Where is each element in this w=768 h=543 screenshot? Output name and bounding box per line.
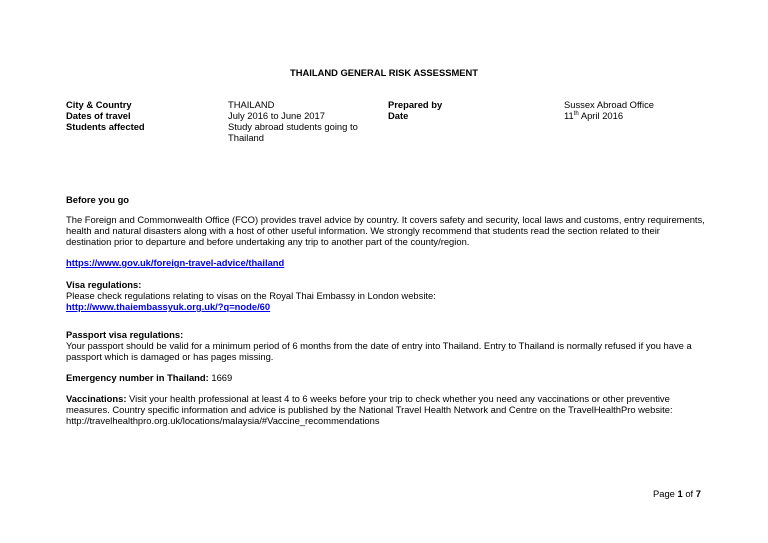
vaccinations-text: Visit your health professional at least 4 to 6 weeks before your trip to check whether you need any vaccinations or other preventive measures. Country specific information and advice is published by the National Travel Health Network and Centre on the TravelHealthPro website: (66, 393, 673, 415)
emergency-number: 1669 (208, 372, 233, 383)
label-city-country: City & Country (66, 99, 132, 110)
vaccinations-section (66, 393, 706, 426)
info-labels-right (388, 99, 538, 121)
label-date: Date (388, 110, 409, 121)
value-city-country: THAILAND (228, 99, 275, 110)
fco-link-line (66, 257, 706, 268)
emergency-label: Emergency number in Thailand: (66, 372, 209, 383)
passport-text: Your passport should be valid for a minimum period of 6 months from the date of entry into Thailand. Entry to Thailand is normally refused if you have a passport which is damaged or has pages missing. (66, 340, 692, 362)
page-of: of (682, 488, 696, 499)
value-dates-of-travel: July 2016 to June 2017 (228, 110, 325, 121)
value-students-affected: Study abroad students going to Thailand (228, 121, 358, 143)
visa-text: Please check regulations relating to visas on the Royal Thai Embassy in London website: (66, 290, 436, 301)
before-paragraph: The Foreign and Commonwealth Office (FCO) provides travel advice by country. It covers safety and security, local laws and customs, entry requirements, health and natural disasters along with a host of other useful information. We strongly recommend that students read the section related to their destination prior to departure and before undertaking any trip to another part of the county/region. (66, 214, 705, 247)
visa-link[interactable]: http://www.thaiembassyuk.org.uk/?q=node/60 (66, 301, 271, 312)
vaccinations-url: http://travelhealthpro.org.uk/locations/malaysia/#Vaccine_recommendations (66, 415, 380, 426)
date-suffix: th (573, 110, 579, 117)
visa-heading: Visa regulations: (66, 279, 142, 290)
passport-heading: Passport visa regulations: (66, 329, 184, 340)
visa-section (66, 279, 706, 312)
label-prepared-by: Prepared by (388, 99, 443, 110)
before-heading: Before you go (66, 194, 130, 205)
value-prepared-by: Sussex Abroad Office (564, 99, 654, 110)
page-total: 7 (695, 488, 701, 499)
vaccinations-label: Vaccinations: (66, 393, 127, 404)
info-values-right (564, 99, 714, 121)
fco-link[interactable]: https://www.gov.uk/foreign-travel-advice/thailand (66, 257, 285, 268)
emergency-line (66, 372, 706, 383)
label-dates-of-travel: Dates of travel (66, 110, 131, 121)
document-title: THAILAND GENERAL RISK ASSESSMENT (289, 67, 479, 78)
page-current: 1 (677, 488, 683, 499)
value-date (564, 110, 714, 121)
passport-section (66, 329, 706, 362)
info-labels-left (66, 99, 216, 132)
info-values-left (228, 99, 378, 143)
date-day: 11 (564, 110, 574, 121)
page-word: Page (653, 488, 678, 499)
label-students-affected: Students affected (66, 121, 145, 132)
page-number (653, 488, 701, 499)
date-rest: April 2016 (578, 110, 624, 121)
